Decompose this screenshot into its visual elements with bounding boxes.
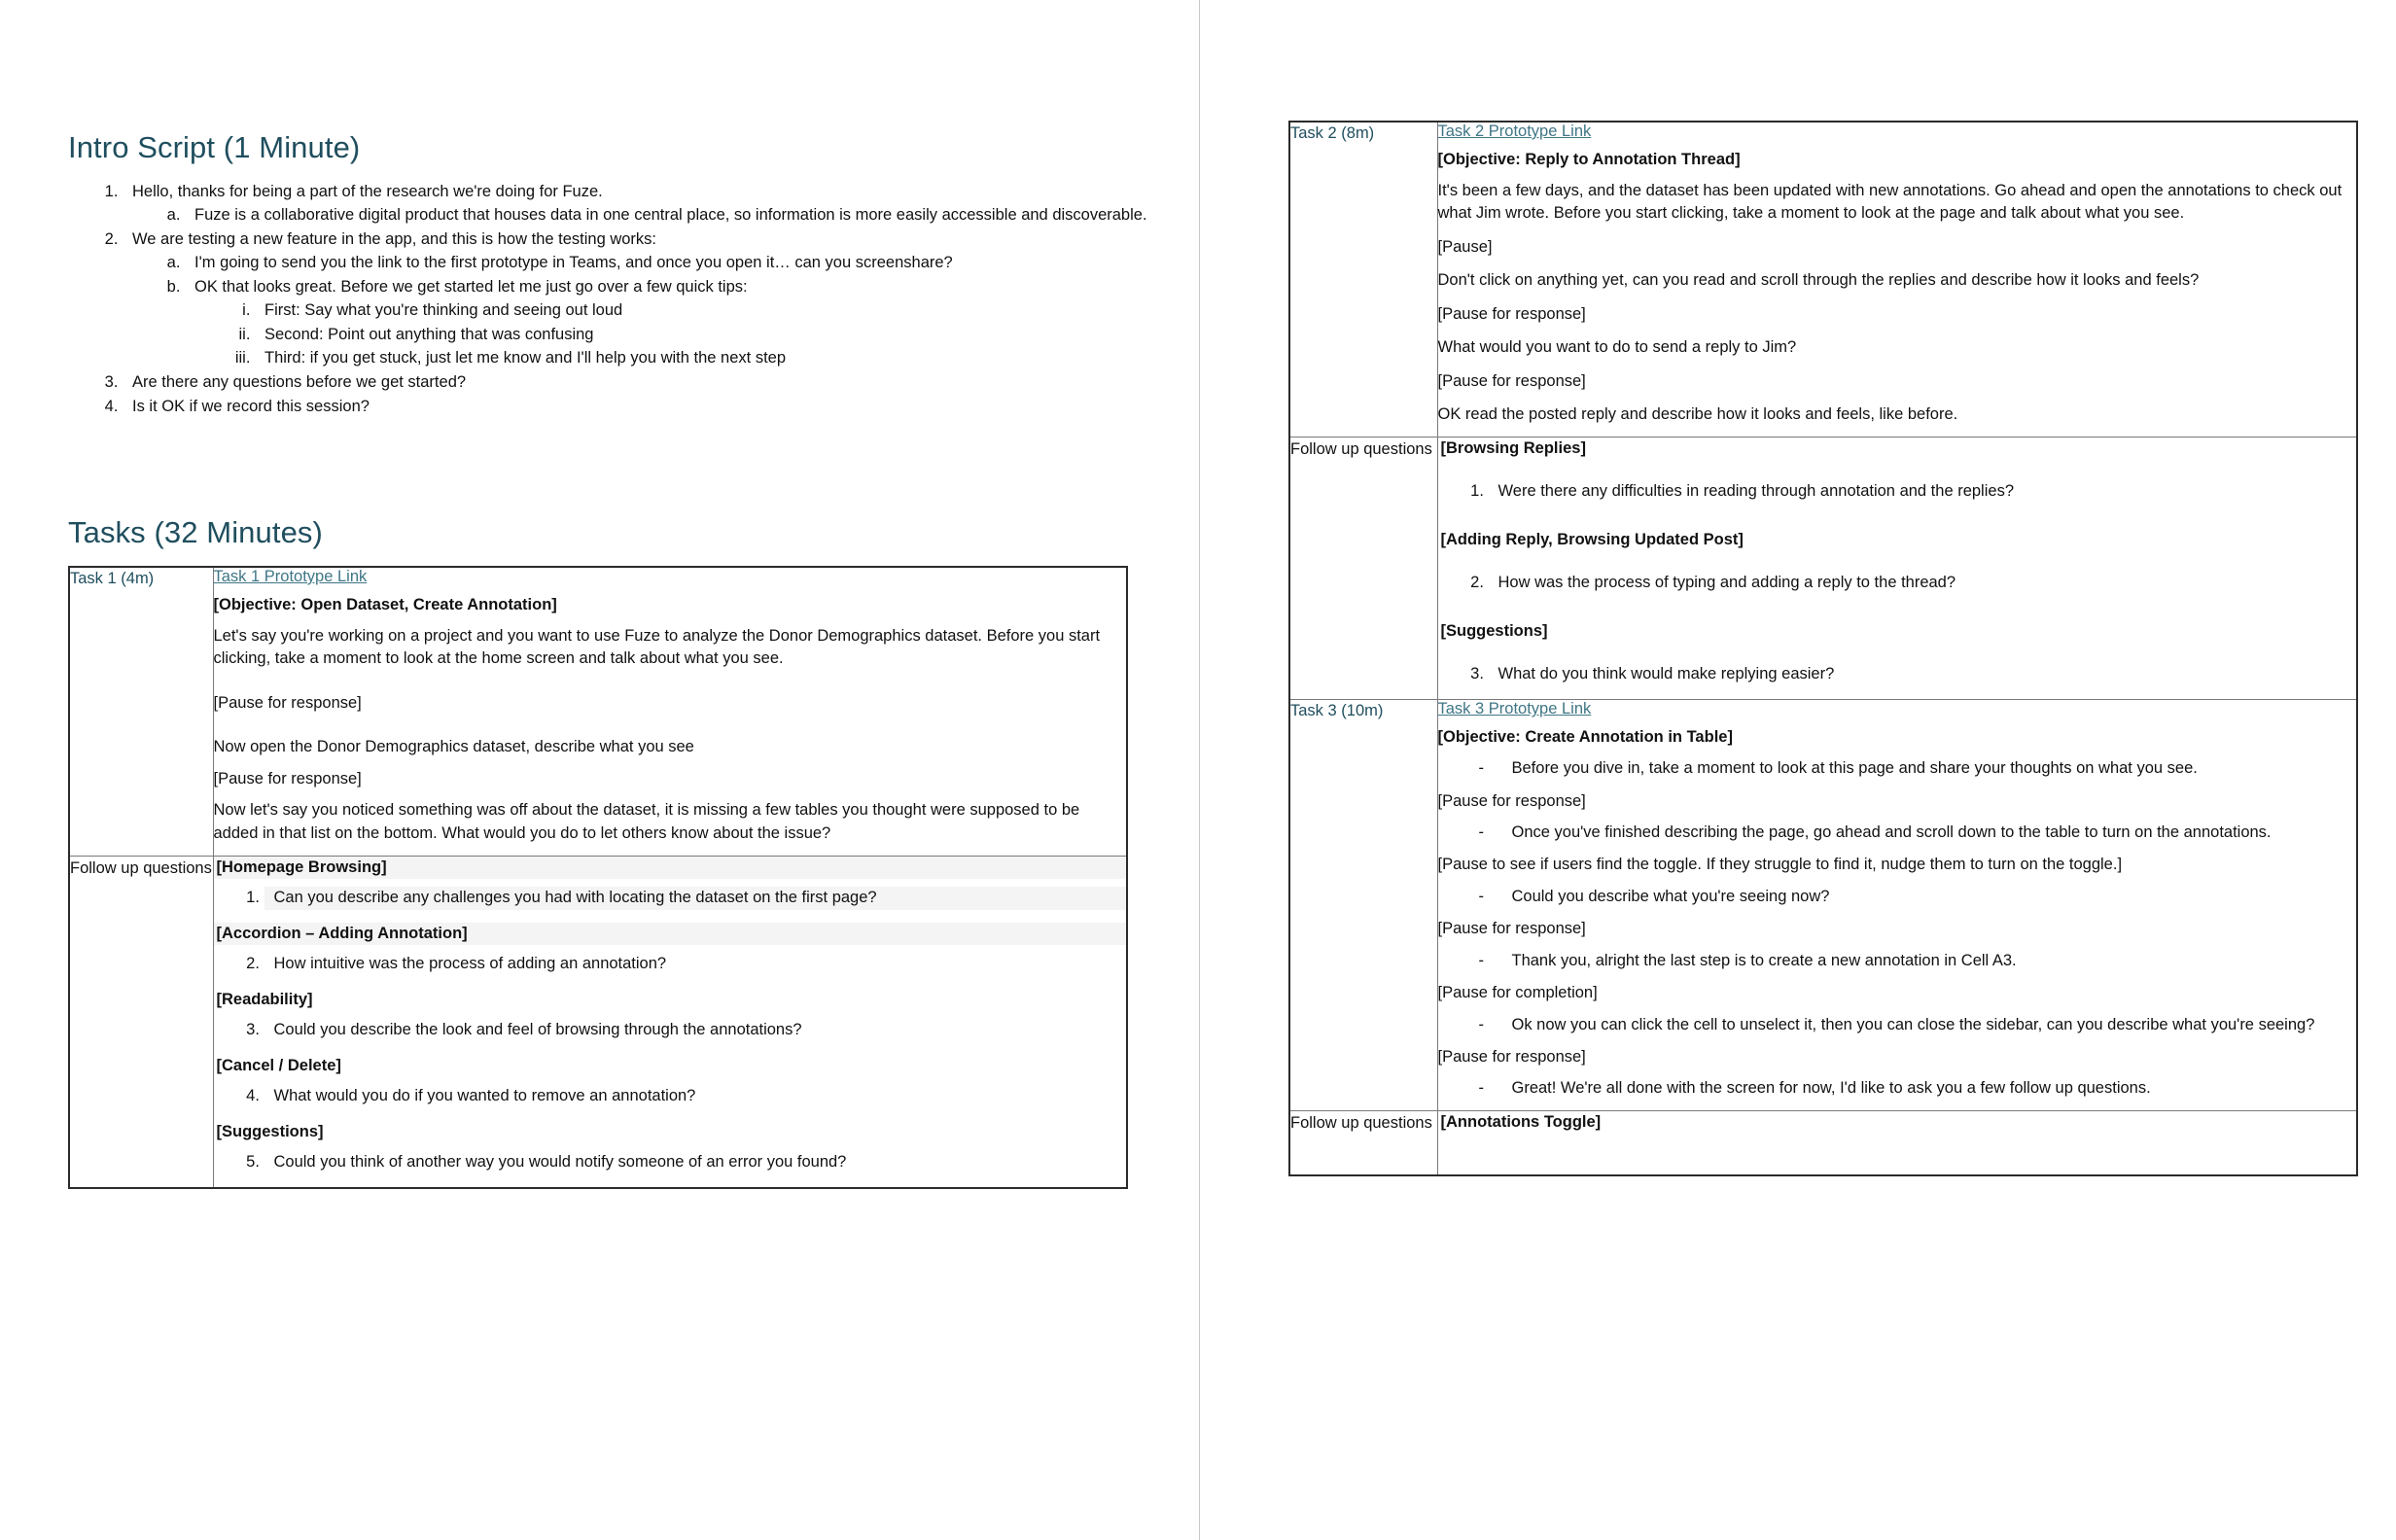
list-item (264, 1085, 1127, 1108)
intro-item-text: Hello, thanks for being a part of the research we're doing for Fuze. (132, 183, 603, 200)
task-1-followup-label-cell (69, 856, 213, 1187)
followup-section-heading: [Suggestions] (216, 1122, 324, 1140)
intro-item-text: Fuze is a collaborative digital product that houses data in one central place, so information is more easily accessible and discoverable. (194, 205, 1147, 224)
intro-item-text: First: Say what you're thinking and seeing out loud (264, 300, 623, 319)
table-row (1289, 438, 2357, 700)
task-3-followup-cell (1437, 1110, 2357, 1175)
task-2-body-cell (1437, 122, 2357, 438)
task-3-step: Ok now you can click the cell to unselect it, then you can close the sidebar, can you describe what you're seeing? (1511, 1015, 2315, 1033)
list-item (264, 1151, 1127, 1174)
tasks-2-3-table-wrapper (1288, 121, 2358, 1176)
followup-section-heading: [Cancel / Delete] (216, 1056, 341, 1074)
intro-script-list (68, 181, 1186, 420)
task-2-pause-cue: [Pause for response] (1437, 371, 1586, 390)
task-3-pause-cue: [Pause for response] (1437, 791, 1586, 810)
followup-section-heading: [Adding Reply, Browsing Updated Post] (1440, 531, 1744, 549)
list-item (264, 1019, 1127, 1042)
empty-followup-area (1438, 1141, 2357, 1174)
task-3-dash-list (1438, 1077, 2357, 1100)
intro-item-2bi (255, 299, 1186, 323)
followup-question-list (1438, 480, 2357, 504)
list-item (1489, 572, 2357, 595)
task-2-followup-label-cell (1289, 438, 1437, 700)
intro-item-1 (123, 181, 1186, 228)
followup-question-list (1438, 663, 2357, 686)
list-item (1489, 663, 2357, 686)
task-3-dash-list (1438, 1014, 2357, 1036)
task-3-pause-cue: [Pause for response] (1437, 920, 1586, 938)
task-1-paragraph: Now let's say you noticed something was off about the dataset, it is missing a few tables you thought were supposed to be added in that list on the bottom. What would you do to let others know about the issue? (213, 801, 1080, 842)
intro-item-2a (185, 252, 1186, 275)
task-1-pause-cue: [Pause for response] (213, 769, 362, 788)
intro-item-text: I'm going to send you the link to the first prototype in Teams, and once you open it… can you screenshare? (194, 253, 953, 271)
spacer (1438, 608, 2357, 620)
intro-item-text: Third: if you get stuck, just let me know and I'll help you with the next step (264, 349, 787, 368)
task-2-label: Task 2 (8m) (1290, 124, 1375, 142)
intro-item-4 (123, 396, 1186, 419)
followup-question: What do you think would make replying easier? (1498, 665, 1835, 683)
list-item (1479, 822, 2357, 844)
tasks-2-3-table (1288, 121, 2358, 1176)
followup-question: Could you think of another way you would notify someone of an error you found? (273, 1152, 847, 1171)
followup-question: How was the process of typing and adding a reply to the thread? (1498, 574, 1956, 592)
task-1-table-wrapper (68, 566, 1128, 1189)
list-item (264, 953, 1127, 976)
list-item (1479, 757, 2357, 780)
followup-section-heading: [Suggestions] (1440, 622, 1548, 641)
intro-item-text: Are there any questions before we get started? (132, 373, 467, 392)
task-2-prototype-link[interactable]: Task 2 Prototype Link (1437, 122, 1592, 140)
followup-question-list (214, 1151, 1127, 1174)
task-3-pause-cue: [Pause for completion] (1437, 984, 1598, 1002)
tasks-heading: Tasks (32 Minutes) (68, 515, 323, 549)
task-3-followup-label: Follow up questions (1290, 1113, 1432, 1132)
list-item (1479, 1077, 2357, 1100)
task-2-followup-label: Follow up questions (1290, 440, 1432, 459)
intro-sublist (132, 252, 1186, 371)
task-1-followup-label: Follow up questions (70, 858, 212, 877)
intro-item-2 (123, 228, 1186, 371)
task-3-step: Could you describe what you're seeing now? (1511, 887, 1830, 905)
table-row (1289, 700, 2357, 1111)
followup-question-list (214, 887, 1127, 910)
task-3-step: Great! We're all done with the screen for now, I'd like to ask you a few follow up questions. (1511, 1079, 2151, 1098)
task-1-body-cell (213, 567, 1127, 856)
list-item (1489, 480, 2357, 504)
task-1-pause-cue: [Pause for response] (213, 693, 362, 712)
task-1-objective: [Objective: Open Dataset, Create Annotation] (213, 596, 557, 613)
task-1-paragraph: Let's say you're working on a project and you want to use Fuze to analyze the Donor Demographics dataset. Before you start clicking, take a moment to look at the home screen and talk about what you see. (213, 627, 1101, 668)
intro-subsublist (194, 299, 1186, 371)
task-2-paragraph: OK read the posted reply and describe how it looks and feels, like before. (1437, 404, 1958, 423)
task-2-pause-cue: [Pause for response] (1437, 304, 1586, 323)
followup-question-list (214, 953, 1127, 976)
table-row (69, 567, 1127, 856)
task-2-paragraph: What would you want to do to send a reply to Jim? (1437, 338, 1797, 357)
task-3-step: Thank you, alright the last step is to create a new annotation in Cell A3. (1511, 951, 2017, 969)
task-1-table (68, 566, 1128, 1189)
intro-item-2b (185, 276, 1186, 371)
list-item (1479, 1014, 2357, 1036)
followup-section-heading: [Readability] (216, 990, 313, 1008)
task-3-dash-list (1438, 822, 2357, 844)
table-row (1289, 122, 2357, 438)
intro-item-text: OK that looks great. Before we get started let me just go over a few quick tips: (194, 277, 748, 296)
intro-ordered-list (68, 181, 1186, 419)
task-3-dash-list (1438, 757, 2357, 780)
task-3-step: Before you dive in, take a moment to look at this page and share your thoughts on what you see. (1511, 759, 2198, 778)
followup-question: What would you do if you wanted to remove an annotation? (273, 1086, 696, 1104)
followup-question-list (1438, 572, 2357, 595)
task-1-prototype-link[interactable]: Task 1 Prototype Link (213, 568, 368, 585)
list-item (264, 887, 1127, 910)
intro-item-text: Is it OK if we record this session? (132, 398, 370, 416)
followup-question-list (214, 1085, 1127, 1108)
followup-question: Were there any difficulties in reading through annotation and the replies? (1498, 482, 2014, 501)
followup-question-list (214, 1019, 1127, 1042)
task-3-dash-list (1438, 886, 2357, 908)
intro-item-2biii (255, 347, 1186, 370)
task-3-dash-list (1438, 950, 2357, 972)
followup-section-heading: [Accordion – Adding Annotation] (214, 923, 1127, 945)
task-2-pause-cue: [Pause] (1437, 237, 1493, 256)
task-1-paragraph: Now open the Donor Demographics dataset, describe what you see (213, 738, 694, 756)
task-3-pause-cue: [Pause to see if users find the toggle. If they struggle to find it, nudge them to turn on the toggle.] (1437, 856, 2123, 874)
list-item (1479, 886, 2357, 908)
intro-item-text: Second: Point out anything that was confusing (264, 325, 594, 343)
followup-question: How intuitive was the process of adding an annotation? (273, 954, 667, 972)
intro-item-1a (185, 204, 1186, 228)
task-3-step: Once you've finished describing the page, go ahead and scroll down to the table to turn on the annotations. (1511, 822, 2272, 841)
task-2-followup-cell (1437, 438, 2357, 700)
intro-item-text: We are testing a new feature in the app, and this is how the testing works: (132, 229, 656, 248)
followup-question: Can you describe any challenges you had with locating the dataset on the first page? (273, 888, 877, 906)
page-divider (1199, 0, 1200, 1540)
followup-section-heading: [Browsing Replies] (1440, 439, 1586, 458)
task-2-label-cell (1289, 122, 1437, 438)
task-1-label-cell (69, 567, 213, 856)
task-3-followup-label-cell (1289, 1110, 1437, 1175)
task-2-objective: [Objective: Reply to Annotation Thread] (1437, 151, 1741, 168)
task-3-pause-cue: [Pause for response] (1437, 1047, 1586, 1066)
intro-script-heading: Intro Script (1 Minute) (68, 130, 361, 164)
task-1-followup-cell (213, 856, 1127, 1187)
intro-sublist (132, 204, 1186, 228)
followup-section-heading: [Annotations Toggle] (1440, 1112, 1602, 1131)
spacer (1438, 516, 2357, 529)
table-row (69, 856, 1127, 1187)
task-2-paragraph: Don't click on anything yet, can you read and scroll through the replies and describe how it looks and feels? (1437, 271, 2200, 290)
spacer (1438, 468, 2357, 480)
task-1-label: Task 1 (4m) (70, 570, 155, 587)
task-3-objective: [Objective: Create Annotation in Table] (1437, 728, 1733, 747)
spacer (1438, 650, 2357, 663)
list-item (1479, 950, 2357, 972)
spacer (1438, 559, 2357, 572)
intro-item-2bii (255, 324, 1186, 347)
task-3-prototype-link[interactable]: Task 3 Prototype Link (1437, 700, 1592, 718)
followup-section-heading: [Homepage Browsing] (214, 857, 1127, 879)
intro-item-3 (123, 371, 1186, 395)
task-3-body-cell (1437, 700, 2357, 1111)
task-3-label-cell (1289, 700, 1437, 1111)
task-2-paragraph: It's been a few days, and the dataset has been updated with new annotations. Go ahead and open the annotations to check out what Jim wrote. Before you start clicking, take a moment to look at the page and talk about what you see. (1437, 182, 2343, 223)
task-3-label: Task 3 (10m) (1290, 702, 1384, 720)
table-row (1289, 1110, 2357, 1175)
followup-question: Could you describe the look and feel of browsing through the annotations? (273, 1020, 802, 1038)
